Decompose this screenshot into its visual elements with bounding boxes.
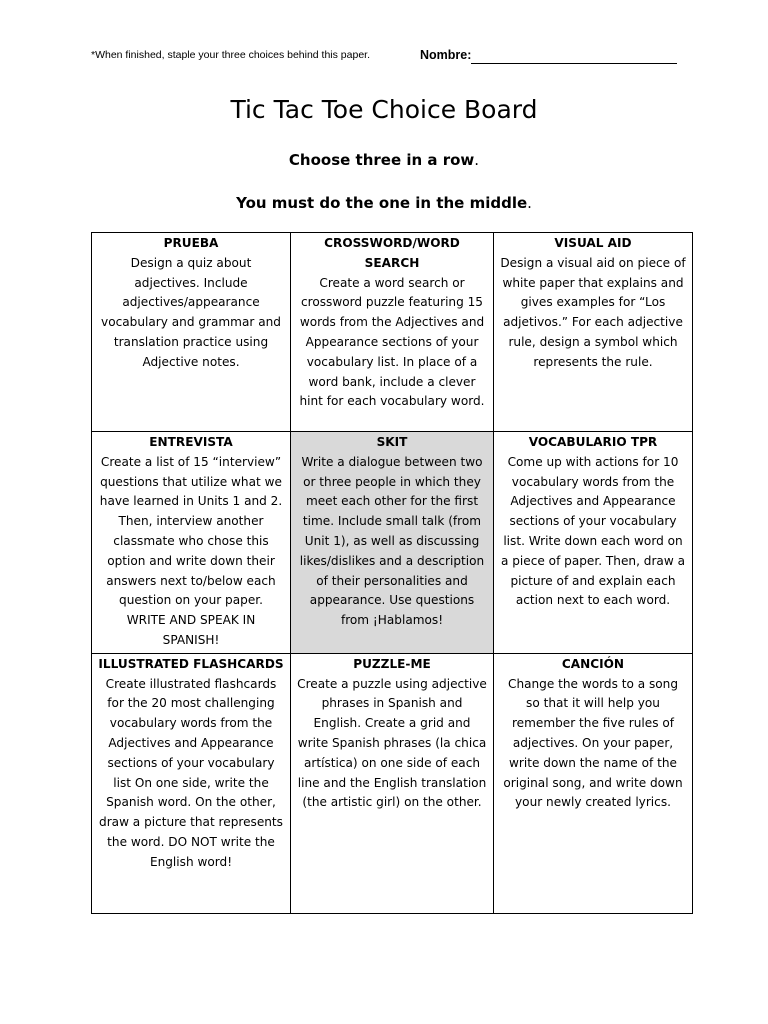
cell-title: ENTREVISTA xyxy=(149,435,233,449)
cell-body: Create a list of 15 “interview” questions that utilize what we have learned in Units 1 and 2. Then, interview another classmate who chose this option and write down their answers next to/below each question on your paper. WRITE AND SPEAK IN SPANISH! xyxy=(99,454,283,647)
name-label: Nombre: xyxy=(420,48,472,62)
cell-body: Create illustrated flashcards for the 20 most challenging vocabulary words from the Adjectives and Appearance sections of your vocabulary list On one side, write the Spanish word. On the other, draw a picture that represents the word. DO NOT write the English word! xyxy=(99,676,283,869)
board-cell-visual-aid xyxy=(494,233,693,432)
cell-body: Change the words to a song so that it will help you remember the five rules of adjectives. On your paper, write down the name of the original song, and write down your newly created lyrics. xyxy=(503,676,683,810)
board-row-2 xyxy=(92,432,693,654)
instruction-text-1: Choose three in a row xyxy=(288,151,475,169)
cell-title: VOCABULARIO TPR xyxy=(528,435,658,449)
cell-body: Come up with actions for 10 vocabulary words from the Adjectives and Appearance sections of your vocabulary list. Write down each word on a piece of paper. Then, draw a picture of and explain each action next to each word. xyxy=(501,454,685,608)
board-row-1 xyxy=(92,233,693,432)
board-cell-puzzle-me xyxy=(291,653,494,913)
name-blank-line xyxy=(471,63,677,64)
cell-title: CANCIÓN xyxy=(561,656,625,671)
board-cell-vocabulario-tpr xyxy=(494,432,693,654)
instruction-line-1 xyxy=(0,151,768,169)
board-cell-entrevista xyxy=(92,432,291,654)
cell-body: Design a visual aid on piece of white paper that explains and gives examples for “Los adjetivos.” For each adjective rule, design a symbol which represents the rule. xyxy=(500,255,686,369)
board-cell-prueba xyxy=(92,233,291,432)
board-cell-skit xyxy=(291,432,494,654)
cell-title: CROSSWORD/WORD SEARCH xyxy=(324,236,460,270)
page-title: Tic Tac Toe Choice Board xyxy=(230,95,538,124)
instruction-period-1: . xyxy=(474,151,480,169)
board-cell-flashcards xyxy=(92,653,291,913)
instruction-period-2: . xyxy=(527,194,532,212)
header xyxy=(91,48,691,64)
cell-title: ILLUSTRATED FLASHCARDS xyxy=(98,656,284,671)
cell-body: Write a dialogue between two or three people in which they meet each other for the first time. Include small talk (from Unit 1), as well as discussing likes/dislikes and a description of their personalities and appearance. Use questions from ¡Hablamos! xyxy=(299,454,485,628)
cell-body: Create a puzzle using adjective phrases in Spanish and English. Create a grid and write Spanish phrases (la chica artística) on one side of each line and the English translation (the artistic girl) on the other. xyxy=(297,676,487,810)
cell-body: Create a word search or crossword puzzle featuring 15 words from the Adjectives and Appearance sections of your vocabulary list. In place of a word bank, include a clever hint for each vocabulary word. xyxy=(299,275,485,409)
cell-title: PRUEBA xyxy=(163,236,219,250)
cell-body: Design a quiz about adjectives. Include adjectives/appearance vocabulary and grammar and translation practice using Adjective notes. xyxy=(101,255,281,369)
instruction-text-2: You must do the one in the middle xyxy=(236,194,528,212)
staple-note: *When finished, staple your three choices behind this paper. xyxy=(91,49,371,61)
board-cell-cancion xyxy=(494,653,693,913)
board-row-3 xyxy=(92,653,693,913)
choice-board xyxy=(91,232,693,914)
cell-title: PUZZLE-ME xyxy=(353,656,431,671)
instruction-line-2 xyxy=(0,194,768,212)
cell-title: VISUAL AID xyxy=(554,236,632,250)
cell-title: SKIT xyxy=(376,435,408,449)
board-cell-crossword xyxy=(291,233,494,432)
